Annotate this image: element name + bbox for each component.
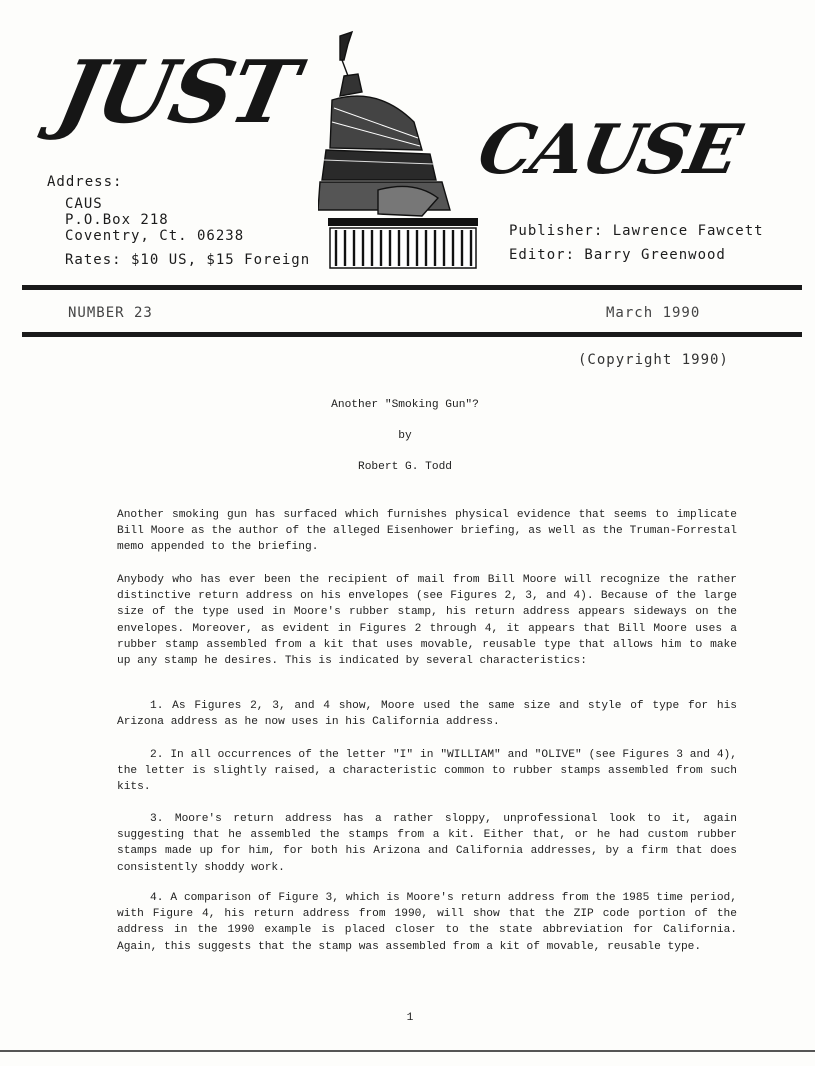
- page-bottom-edge: [0, 1050, 815, 1052]
- numbered-point: 1. As Figures 2, 3, and 4 show, Moore used the same size and style of type for his Arizona address as he now uses in his California address.: [117, 700, 737, 729]
- address-line-box: P.O.Box 218: [65, 212, 169, 228]
- publisher-credit: Publisher: Lawrence Fawcett: [509, 223, 764, 239]
- subscription-rates: Rates: $10 US, $15 Foreign: [65, 252, 311, 268]
- top-rule: [22, 285, 802, 290]
- article-title: Another "Smoking Gun"?: [331, 399, 479, 411]
- address-label: Address:: [47, 174, 123, 190]
- numbered-point: 3. Moore's return address has a rather sloppy, unprofessional look to it, again suggesting that he assembled the stamps from a kit. Either that, or he had custom rubber stamps made up for him, for both his Arizona and California addresses, by a firm that does consistently shoddy work.: [117, 813, 737, 874]
- address-line-city: Coventry, Ct. 06238: [65, 228, 245, 244]
- numbered-point: 2. In all occurrences of the letter "I" in "WILLIAM" and "OLIVE" (see Figures 3 and 4), the letter is slightly raised, a characteristic common to rubber stamps assembled from such kits.: [117, 749, 737, 794]
- paragraph: Another smoking gun has surfaced which furnishes physical evidence that seems to implicate Bill Moore as the author of the alleged Eisenhower briefing, as well as the Truman-Forrestal memo appended to the briefing.: [117, 509, 737, 554]
- paragraph: Anybody who has ever been the recipient of mail from Bill Moore will recognize the rather distinctive return address on his envelopes (see Figures 2, 3, and 4). Because of the large size of the type used in Moore's rubber stamp, his return address appears sideways on the envelopes. Moreover, as evident in Figures 2 through 4, it appears that Bill Moore uses a rubber stamp assembled from a kit that uses movable, reusable type that allows him to make up any stamp he desires. This is indicated by several characteristics:: [117, 574, 737, 668]
- copyright-notice: (Copyright 1990): [578, 352, 729, 368]
- masthead-title-just: JUST: [49, 42, 305, 143]
- article-author: Robert G. Todd: [358, 461, 452, 473]
- page-number: 1: [406, 1012, 414, 1024]
- address-line-org: CAUS: [65, 196, 103, 212]
- capitol-dome-illustration: [318, 30, 488, 272]
- bottom-rule: [22, 332, 802, 337]
- issue-date: March 1990: [606, 305, 701, 321]
- issue-number: NUMBER 23: [68, 305, 153, 321]
- numbered-point: 4. A comparison of Figure 3, which is Moore's return address from the 1985 time period, with Figure 4, his return address from 1990, will show that the ZIP code portion of the address in the 1990 example is placed closer to the state abbreviation for California. Again, this suggests that the stamp was assembled from a kit of movable, reusable type.: [117, 892, 737, 953]
- article-byline-by: by: [398, 430, 412, 442]
- masthead-title-cause: CAUSE: [471, 110, 746, 190]
- editor-credit: Editor: Barry Greenwood: [509, 247, 726, 263]
